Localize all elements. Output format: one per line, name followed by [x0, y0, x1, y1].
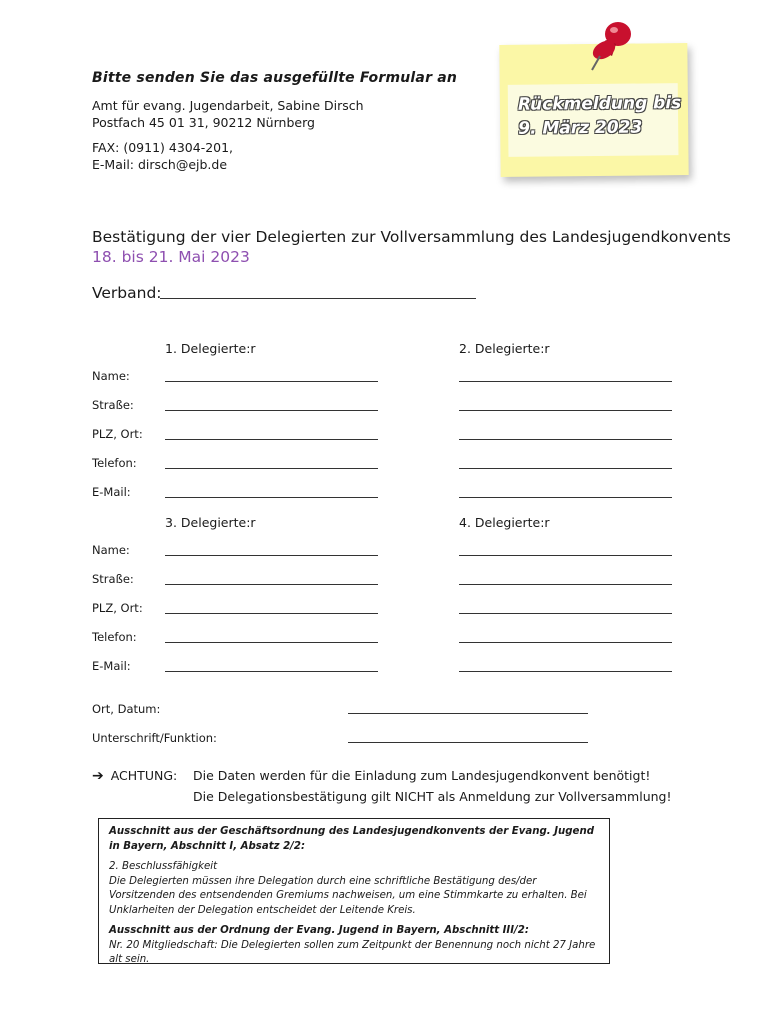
field-label-phone: Telefon: [92, 456, 137, 470]
verband-label: Verband: [92, 284, 162, 302]
delegate-3-email-field[interactable] [165, 671, 378, 672]
email-address: E-Mail: dirsch@ejb.de [92, 157, 228, 172]
achtung-line-1: Die Daten werden für die Einladung zum Landesjugendkonvent benötigt! [193, 768, 651, 783]
delegate-2-header: 2. Delegierte:r [459, 341, 550, 356]
field-label-email: E-Mail: [92, 485, 131, 499]
excerpt-heading-1: Ausschnitt aus der Geschäftsordnung des Landesjugendkonvents der Evang. Jugend in Bayern, Abschnitt I, Absatz 2/2: [109, 826, 595, 852]
deadline-line-1: Rückmeldung bis [517, 93, 682, 115]
delegate-3-phone-field[interactable] [165, 642, 378, 643]
event-dates: 18. bis 21. Mai 2023 [92, 248, 250, 266]
delegate-2-phone-field[interactable] [459, 468, 672, 469]
field-label-email: E-Mail: [92, 659, 131, 673]
excerpt-heading-2: Ausschnitt aus der Ordnung der Evang. Jugend in Bayern, Abschnitt III/2: [109, 925, 529, 936]
regulation-excerpt-box [98, 818, 610, 964]
delegate-4-name-field[interactable] [459, 555, 672, 556]
delegate-1-header: 1. Delegierte:r [165, 341, 256, 356]
field-label-name: Name: [92, 369, 130, 383]
delegate-3-header: 3. Delegierte:r [165, 515, 256, 530]
delegate-1-zip-city-field[interactable] [165, 439, 378, 440]
delegate-1-name-field[interactable] [165, 381, 378, 382]
verband-input-line[interactable] [160, 298, 476, 299]
field-label-street: Straße: [92, 398, 134, 412]
excerpt-text-1: Die Delegierten müssen ihre Delegation durch eine schriftliche Bestätigung des/der Vorsitzenden des entsendenden Gremiums nachweisen, um eine Stimmkarte zu erhalten. Bei Unklarheiten der Delegation entscheidet der Leitende Kreis. [109, 875, 587, 916]
address-line-1: Amt für evang. Jugendarbeit, Sabine Dirsch [92, 98, 364, 113]
place-date-label: Ort, Datum: [92, 702, 161, 716]
form-title: Bestätigung der vier Delegierten zur Vollversammlung des Landesjugendkonvents [92, 228, 731, 246]
arrow-right-icon: ➔ [92, 768, 104, 784]
delegate-4-street-field[interactable] [459, 584, 672, 585]
field-label-street: Straße: [92, 572, 134, 586]
delegate-4-header: 4. Delegierte:r [459, 515, 550, 530]
field-label-phone: Telefon: [92, 630, 137, 644]
delegate-3-street-field[interactable] [165, 584, 378, 585]
excerpt-text-2: Nr. 20 Mitgliedschaft: Die Delegierten sollen zum Zeitpunkt der Benennung noch nicht 27 Jahre alt sein. [109, 939, 596, 965]
deadline-line-2: 9. März 2023 [518, 117, 643, 139]
fax-number: FAX: (0911) 4304-201, [92, 140, 234, 155]
delegate-4-zip-city-field[interactable] [459, 613, 672, 614]
delegate-1-email-field[interactable] [165, 497, 378, 498]
pushpin-icon [572, 14, 642, 74]
achtung-label: ACHTUNG: [110, 768, 178, 783]
delegate-1-street-field[interactable] [165, 410, 378, 411]
delegate-2-name-field[interactable] [459, 381, 672, 382]
delegate-2-street-field[interactable] [459, 410, 672, 411]
field-label-name: Name: [92, 543, 130, 557]
achtung-line-2: Die Delegationsbestätigung gilt NICHT als Anmeldung zur Vollversammlung! [193, 789, 672, 804]
field-label-zip-city: PLZ, Ort: [92, 427, 143, 441]
delegate-4-email-field[interactable] [459, 671, 672, 672]
place-date-field[interactable] [348, 713, 588, 714]
delegate-3-zip-city-field[interactable] [165, 613, 378, 614]
field-label-zip-city: PLZ, Ort: [92, 601, 143, 615]
address-line-2: Postfach 45 01 31, 90212 Nürnberg [92, 115, 315, 130]
delegate-1-phone-field[interactable] [165, 468, 378, 469]
delegate-3-name-field[interactable] [165, 555, 378, 556]
delegate-4-phone-field[interactable] [459, 642, 672, 643]
achtung-row [92, 768, 177, 784]
deadline-text [518, 91, 682, 141]
send-instruction: Bitte senden Sie das ausgefüllte Formular an [92, 70, 458, 86]
delegate-2-zip-city-field[interactable] [459, 439, 672, 440]
excerpt-subheading-1: 2. Beschlussfähigkeit [109, 861, 218, 872]
signature-function-label: Unterschrift/Funktion: [92, 731, 217, 745]
delegate-2-email-field[interactable] [459, 497, 672, 498]
signature-function-field[interactable] [348, 742, 588, 743]
